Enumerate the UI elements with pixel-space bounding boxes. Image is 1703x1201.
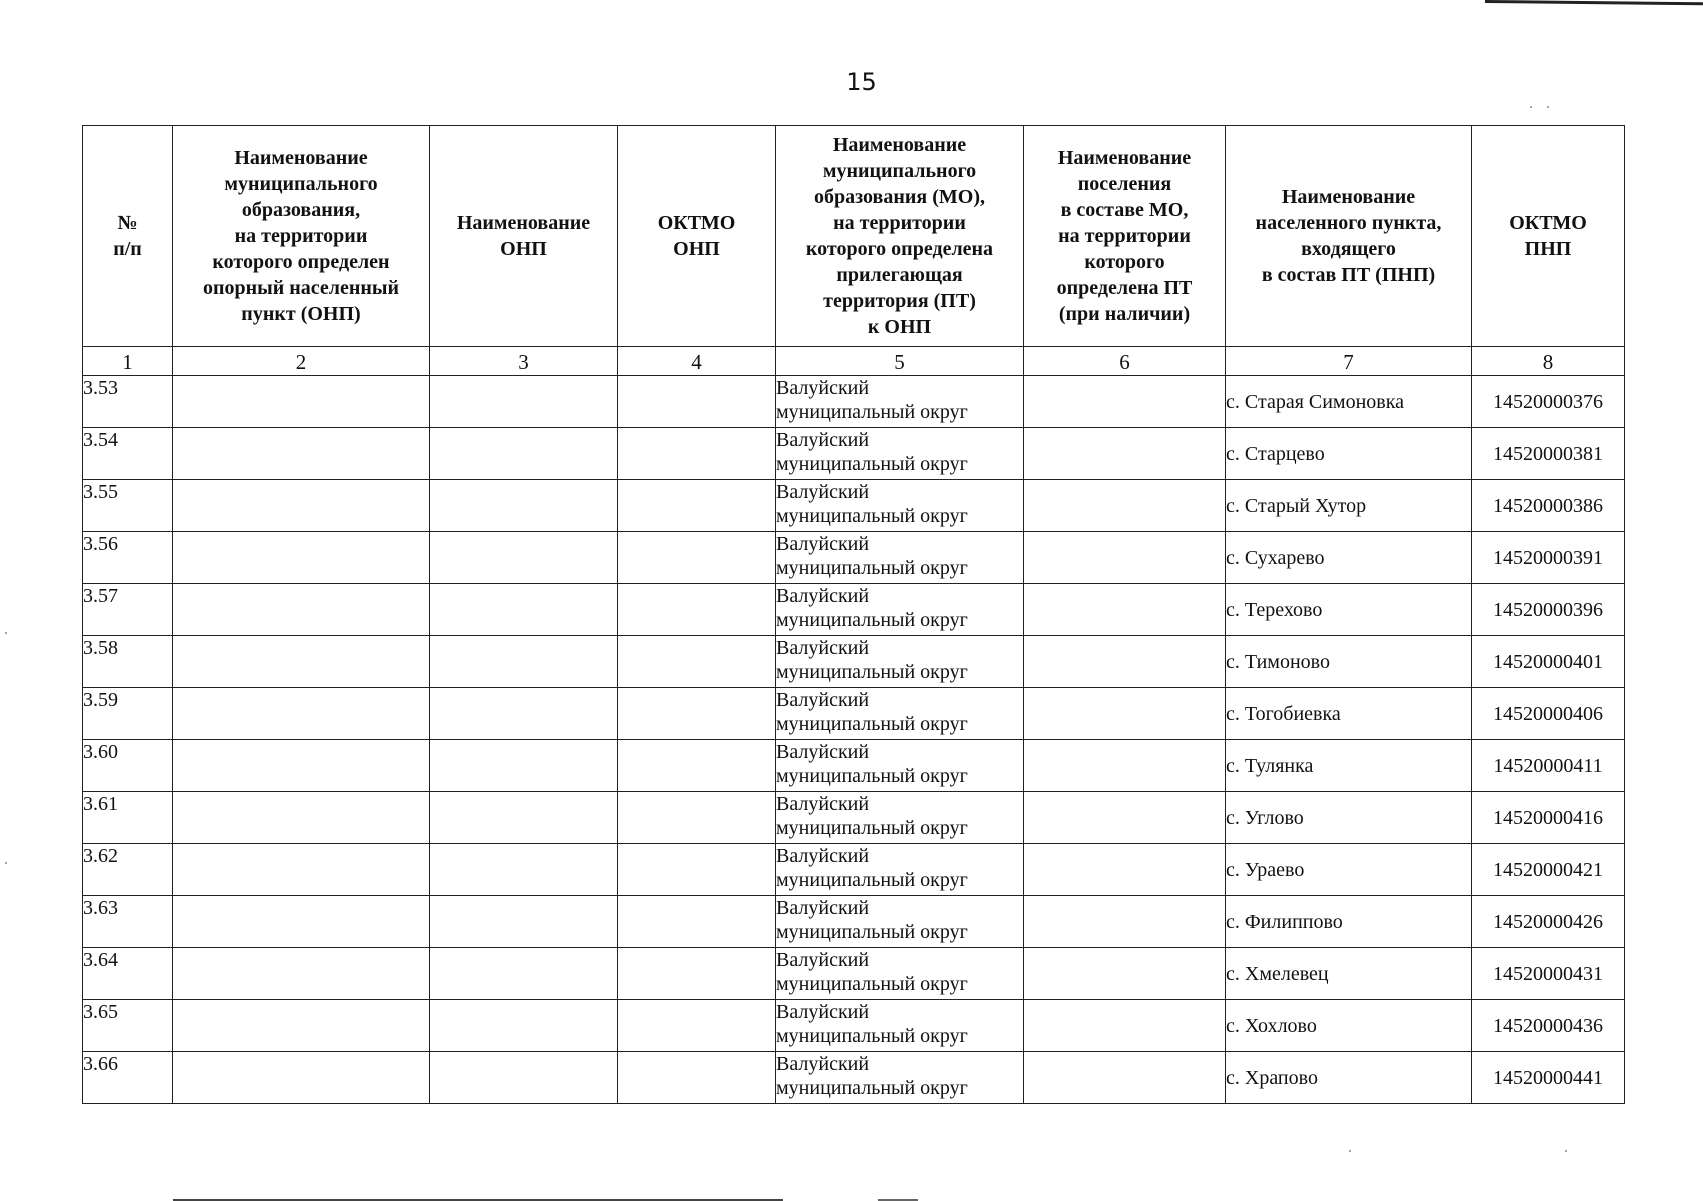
pt-mo-line: муниципальный округ <box>776 1077 968 1099</box>
pnp-name-cell: с. Ураево <box>1226 844 1472 896</box>
settlement-cell <box>1024 1000 1226 1052</box>
pnp-name-cell: с. Тулянка <box>1226 740 1472 792</box>
settlement-cell <box>1024 584 1226 636</box>
onp-mo-cell <box>173 792 430 844</box>
pnp-oktmo-cell: 14520000421 <box>1472 844 1625 896</box>
pnp-name-cell: с. Старая Симоновка <box>1226 376 1472 428</box>
settlement-cell <box>1024 688 1226 740</box>
onp-oktmo-cell <box>618 428 776 480</box>
onp-oktmo-cell <box>618 1052 776 1104</box>
pt-mo-cell <box>776 688 1024 740</box>
pt-mo-line: муниципальный округ <box>776 973 968 995</box>
header-mo-pt <box>776 126 1024 347</box>
table-body <box>83 376 1625 1104</box>
pt-mo-line: Валуйский <box>776 637 870 659</box>
header-text-line: муниципального <box>224 173 378 195</box>
onp-mo-cell <box>173 844 430 896</box>
row-number-cell: 3.58 <box>83 636 173 688</box>
settlement-cell <box>1024 740 1226 792</box>
pt-mo-line: муниципальный округ <box>776 661 968 683</box>
header-text-line: п/п <box>113 238 142 260</box>
pnp-name-cell: с. Терехово <box>1226 584 1472 636</box>
pt-mo-line: муниципальный округ <box>776 817 968 839</box>
pnp-oktmo-cell: 14520000396 <box>1472 584 1625 636</box>
header-text-line: № <box>117 212 138 234</box>
scan-speck <box>1530 106 1532 108</box>
onp-mo-cell <box>173 584 430 636</box>
header-text-line: образования, <box>241 199 361 221</box>
table-row <box>83 376 1625 428</box>
header-text-line: прилегающая <box>836 264 963 286</box>
pt-mo-cell <box>776 948 1024 1000</box>
onp-name-cell <box>430 428 618 480</box>
onp-mo-cell <box>173 428 430 480</box>
header-text-line: поселения <box>1077 173 1172 195</box>
pnp-oktmo-cell: 14520000376 <box>1472 376 1625 428</box>
scan-speck <box>1565 1150 1567 1152</box>
header-text-line: (при наличии) <box>1058 303 1191 325</box>
onp-name-cell <box>430 948 618 1000</box>
header-text-line: входящего <box>1301 238 1396 260</box>
column-number-row <box>83 347 1625 376</box>
header-text-line: Наименование <box>456 212 591 234</box>
row-number-cell: 3.62 <box>83 844 173 896</box>
pnp-oktmo-cell: 14520000391 <box>1472 532 1625 584</box>
onp-name-cell <box>430 480 618 532</box>
header-text-line: ОКТМО <box>1509 212 1587 234</box>
onp-name-cell <box>430 636 618 688</box>
header-mo-onp <box>173 126 430 347</box>
header-text-line: к ОНП <box>867 316 932 338</box>
settlement-cell <box>1024 636 1226 688</box>
pnp-name-cell: с. Старцево <box>1226 428 1472 480</box>
column-number: 1 <box>83 347 173 376</box>
pt-mo-line: муниципальный округ <box>776 505 968 527</box>
pt-mo-line: муниципальный округ <box>776 1025 968 1047</box>
header-settlement <box>1024 126 1226 347</box>
column-number: 6 <box>1024 347 1226 376</box>
onp-oktmo-cell <box>618 792 776 844</box>
header-text-line: опорный населенный <box>202 277 400 299</box>
pnp-oktmo-cell: 14520000416 <box>1472 792 1625 844</box>
row-number-cell: 3.63 <box>83 896 173 948</box>
pt-mo-line: Валуйский <box>776 481 870 503</box>
header-text-line: образования (МО), <box>814 186 985 208</box>
onp-mo-cell <box>173 480 430 532</box>
row-number-cell: 3.53 <box>83 376 173 428</box>
pnp-name-cell: с. Хохлово <box>1226 1000 1472 1052</box>
table-row <box>83 688 1625 740</box>
pt-mo-line: Валуйский <box>776 741 870 763</box>
pnp-name-cell: с. Хмелевец <box>1226 948 1472 1000</box>
header-text-line: пункт (ОНП) <box>241 303 361 325</box>
onp-mo-cell <box>173 1052 430 1104</box>
header-text-line: на территории <box>234 225 368 247</box>
header-text-line: муниципального <box>822 160 977 182</box>
row-number-cell: 3.55 <box>83 480 173 532</box>
pt-mo-cell <box>776 1052 1024 1104</box>
pt-mo-line: муниципальный округ <box>776 453 968 475</box>
pt-mo-line: Валуйский <box>776 845 870 867</box>
header-text-line: Наименование <box>832 134 967 156</box>
pt-mo-line: Валуйский <box>776 1053 870 1075</box>
table-row <box>83 480 1625 532</box>
table-row <box>83 636 1625 688</box>
header-text-line: которого определена <box>805 238 994 260</box>
pt-mo-line: муниципальный округ <box>776 401 968 423</box>
header-onp-oktmo <box>618 126 776 347</box>
onp-oktmo-cell <box>618 636 776 688</box>
header-text-line: определена ПТ <box>1056 277 1193 299</box>
table-header-row <box>83 126 1625 347</box>
pnp-oktmo-cell: 14520000406 <box>1472 688 1625 740</box>
header-text-line: территория (ПТ) <box>823 290 976 312</box>
pnp-oktmo-cell: 14520000441 <box>1472 1052 1625 1104</box>
onp-name-cell <box>430 532 618 584</box>
row-number-cell: 3.64 <box>83 948 173 1000</box>
onp-name-cell <box>430 740 618 792</box>
header-text-line: ОНП <box>500 238 547 260</box>
pnp-name-cell: с. Углово <box>1226 792 1472 844</box>
pnp-name-cell: с. Сухарево <box>1226 532 1472 584</box>
settlement-cell <box>1024 896 1226 948</box>
header-text-line: ОКТМО <box>657 212 736 234</box>
pt-mo-cell <box>776 480 1024 532</box>
onp-oktmo-cell <box>618 688 776 740</box>
pt-mo-line: Валуйский <box>776 949 870 971</box>
pnp-name-cell: с. Тогобиевка <box>1226 688 1472 740</box>
header-pnp-oktmo <box>1472 126 1625 347</box>
onp-name-cell <box>430 1052 618 1104</box>
column-number: 5 <box>776 347 1024 376</box>
onp-mo-cell <box>173 1000 430 1052</box>
pnp-name-cell: с. Тимоново <box>1226 636 1472 688</box>
pnp-name-cell: с. Старый Хутор <box>1226 480 1472 532</box>
row-number-cell: 3.65 <box>83 1000 173 1052</box>
onp-mo-cell <box>173 896 430 948</box>
onp-oktmo-cell <box>618 844 776 896</box>
scan-speck <box>1547 106 1549 108</box>
pnp-oktmo-cell: 14520000411 <box>1472 740 1625 792</box>
header-text-line: Наименование <box>234 147 368 169</box>
onp-oktmo-cell <box>618 376 776 428</box>
settlement-cell <box>1024 948 1226 1000</box>
table-row <box>83 1052 1625 1104</box>
table-row <box>83 740 1625 792</box>
pt-mo-line: Валуйский <box>776 533 870 555</box>
header-text-line: которого определен <box>212 251 390 273</box>
header-text-line: в составе МО, <box>1060 199 1189 221</box>
pt-mo-line: Валуйский <box>776 897 870 919</box>
table-row <box>83 428 1625 480</box>
pt-mo-line: муниципальный округ <box>776 921 968 943</box>
pnp-name-cell: с. Филиппово <box>1226 896 1472 948</box>
pt-mo-cell <box>776 532 1024 584</box>
pnp-oktmo-cell: 14520000431 <box>1472 948 1625 1000</box>
row-number-cell: 3.66 <box>83 1052 173 1104</box>
pt-mo-cell <box>776 1000 1024 1052</box>
header-text-line: которого <box>1084 251 1165 273</box>
scan-speck <box>1349 1150 1351 1152</box>
settlement-cell <box>1024 428 1226 480</box>
onp-oktmo-cell <box>618 740 776 792</box>
pt-mo-line: муниципальный округ <box>776 713 968 735</box>
pt-mo-cell <box>776 740 1024 792</box>
header-text-line: в состав ПТ (ПНП) <box>1261 264 1436 286</box>
table-row <box>83 532 1625 584</box>
onp-oktmo-cell <box>618 948 776 1000</box>
settlement-cell <box>1024 480 1226 532</box>
onp-mo-cell <box>173 948 430 1000</box>
pnp-name-cell: с. Храпово <box>1226 1052 1472 1104</box>
column-number: 8 <box>1472 347 1625 376</box>
table-row <box>83 948 1625 1000</box>
onp-mo-cell <box>173 636 430 688</box>
pnp-oktmo-cell: 14520000426 <box>1472 896 1625 948</box>
pt-mo-line: Валуйский <box>776 1001 870 1023</box>
row-number-cell: 3.56 <box>83 532 173 584</box>
pt-mo-cell <box>776 428 1024 480</box>
onp-mo-cell <box>173 532 430 584</box>
table-row <box>83 1000 1625 1052</box>
pnp-oktmo-cell: 14520000401 <box>1472 636 1625 688</box>
onp-name-cell <box>430 1000 618 1052</box>
onp-oktmo-cell <box>618 1000 776 1052</box>
pnp-oktmo-cell: 14520000381 <box>1472 428 1625 480</box>
settlement-cell <box>1024 844 1226 896</box>
table-row <box>83 844 1625 896</box>
onp-name-cell <box>430 584 618 636</box>
pt-mo-cell <box>776 636 1024 688</box>
column-number: 4 <box>618 347 776 376</box>
onp-oktmo-cell <box>618 896 776 948</box>
pt-mo-line: Валуйский <box>776 689 870 711</box>
pt-mo-line: Валуйский <box>776 429 870 451</box>
row-number-cell: 3.61 <box>83 792 173 844</box>
pt-mo-line: муниципальный округ <box>776 609 968 631</box>
pt-mo-line: Валуйский <box>776 793 870 815</box>
onp-name-cell <box>430 688 618 740</box>
column-number: 7 <box>1226 347 1472 376</box>
row-number-cell: 3.57 <box>83 584 173 636</box>
header-row-number <box>83 126 173 347</box>
row-number-cell: 3.59 <box>83 688 173 740</box>
pt-mo-line: Валуйский <box>776 585 870 607</box>
onp-mo-cell <box>173 740 430 792</box>
scan-edge-line <box>1485 0 1703 5</box>
scan-speck <box>5 632 7 634</box>
settlement-cell <box>1024 376 1226 428</box>
pt-mo-cell <box>776 584 1024 636</box>
onp-mo-cell <box>173 376 430 428</box>
pt-mo-line: Валуйский <box>776 377 870 399</box>
header-text-line: населенного пункта, <box>1255 212 1442 234</box>
onp-name-cell <box>430 376 618 428</box>
onp-mo-cell <box>173 688 430 740</box>
onp-oktmo-cell <box>618 532 776 584</box>
onp-oktmo-cell <box>618 480 776 532</box>
pnp-oktmo-cell: 14520000436 <box>1472 1000 1625 1052</box>
column-number: 3 <box>430 347 618 376</box>
settlements-table <box>82 125 1625 1104</box>
table-row <box>83 896 1625 948</box>
scan-speck <box>5 862 7 864</box>
column-number: 2 <box>173 347 430 376</box>
settlement-cell <box>1024 1052 1226 1104</box>
settlement-cell <box>1024 792 1226 844</box>
table-row <box>83 584 1625 636</box>
pt-mo-cell <box>776 896 1024 948</box>
row-number-cell: 3.60 <box>83 740 173 792</box>
header-text-line: Наименование <box>1281 186 1416 208</box>
header-text-line: на территории <box>1058 225 1191 247</box>
onp-name-cell <box>430 844 618 896</box>
row-number-cell: 3.54 <box>83 428 173 480</box>
onp-oktmo-cell <box>618 584 776 636</box>
header-text-line: Наименование <box>1057 147 1192 169</box>
table-row <box>83 792 1625 844</box>
header-text-line: ОНП <box>673 238 720 260</box>
header-text-line: на территории <box>833 212 966 234</box>
pnp-oktmo-cell: 14520000386 <box>1472 480 1625 532</box>
pt-mo-cell <box>776 376 1024 428</box>
pt-mo-cell <box>776 792 1024 844</box>
pt-mo-cell <box>776 844 1024 896</box>
header-onp-name <box>430 126 618 347</box>
header-text-line: ПНП <box>1524 238 1572 260</box>
header-pnp-name <box>1226 126 1472 347</box>
onp-name-cell <box>430 896 618 948</box>
page-number: 15 <box>846 68 877 96</box>
pt-mo-line: муниципальный округ <box>776 557 968 579</box>
settlement-cell <box>1024 532 1226 584</box>
onp-name-cell <box>430 792 618 844</box>
pt-mo-line: муниципальный округ <box>776 869 968 891</box>
pt-mo-line: муниципальный округ <box>776 765 968 787</box>
